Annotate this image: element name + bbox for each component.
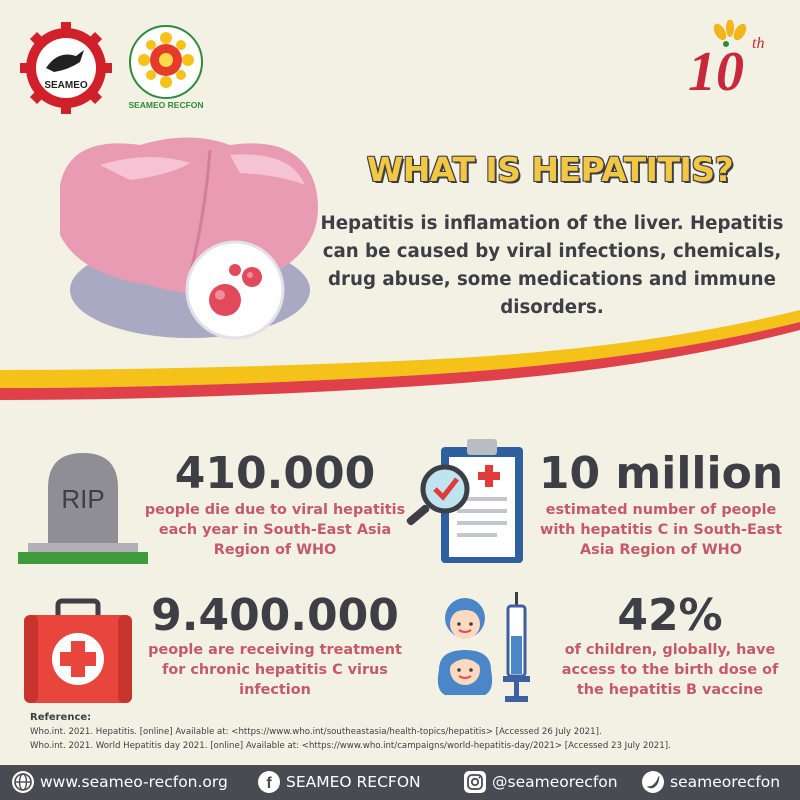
stat-hepc-description: estimated number of people with hepatitis C in South-East Asia Region of WHO [540,502,782,558]
seameo-logo [18,20,114,116]
children-syringe-icon [425,590,540,705]
website-text: www.seameo-recfon.org [40,773,228,791]
facebook-icon [258,771,280,793]
anniversary-suffix: th [752,35,765,52]
seameo-logo-text: SEAMEO [44,80,88,91]
clipboard-icon [405,435,533,565]
page-title: WHAT IS HEPATITIS? [366,150,734,189]
reference-heading: Reference: [30,712,92,723]
recfon-logo-text: SEAMEO RECFON [128,100,204,110]
decorative-wave [0,300,800,410]
reference-item: Who.int. 2021. World Hepatitis day 2021. [online] Available at: <https://www.who.int/campaigns/world-hepatitis-day/2021> [Accessed 23 July 2021]. [30,741,671,751]
instagram-text: @seameorecfon [492,773,618,791]
footer-bar [0,765,800,800]
instagram-icon [464,771,486,793]
footer-twitter[interactable] [642,771,780,793]
globe-icon [12,771,34,793]
tombstone-text: RIP [61,484,105,514]
footer-facebook[interactable] [258,771,421,793]
footer-website[interactable] [12,771,228,793]
stat-deaths-value: 410.000 [174,448,376,499]
twitter-icon [642,771,664,793]
stat-treatment-description: people are receiving treatment for chronic hepatitis C virus infection [148,642,402,698]
reference-item: Who.int. 2021. Hepatitis. [online] Available at: <https://www.who.int/southeastasia/health-topics/hepatitis> [Accessed 26 July 2021]. [30,727,602,737]
facebook-text: SEAMEO RECFON [286,773,421,791]
seameo-recfon-logo [118,16,214,112]
tenth-anniversary-logo [680,20,780,100]
tombstone-icon [18,448,148,568]
svg-text:f: f [266,775,272,792]
twitter-text: seameorecfon [670,773,781,791]
stat-vaccine-description: of children, globally, have access to the birth dose of the hepatitis B vaccine [561,642,779,698]
stat-hepc-value: 10 million [538,448,784,499]
stat-deaths-description: people die due to viral hepatitis each year in South-East Asia Region of WHO [144,502,406,558]
anniversary-number: 10 [688,41,744,100]
first-aid-kit-icon [22,597,134,707]
reference-section [30,711,790,753]
stat-treatment-value: 9.400.000 [151,590,399,641]
footer-instagram[interactable] [464,771,618,793]
intro-text: Hepatitis is inflamation of the liver. Hepatitis can be caused by viral infections, chemicals, drug abuse, some medications and immune disorders. [320,213,784,318]
stat-vaccine-value: 42% [617,590,723,641]
